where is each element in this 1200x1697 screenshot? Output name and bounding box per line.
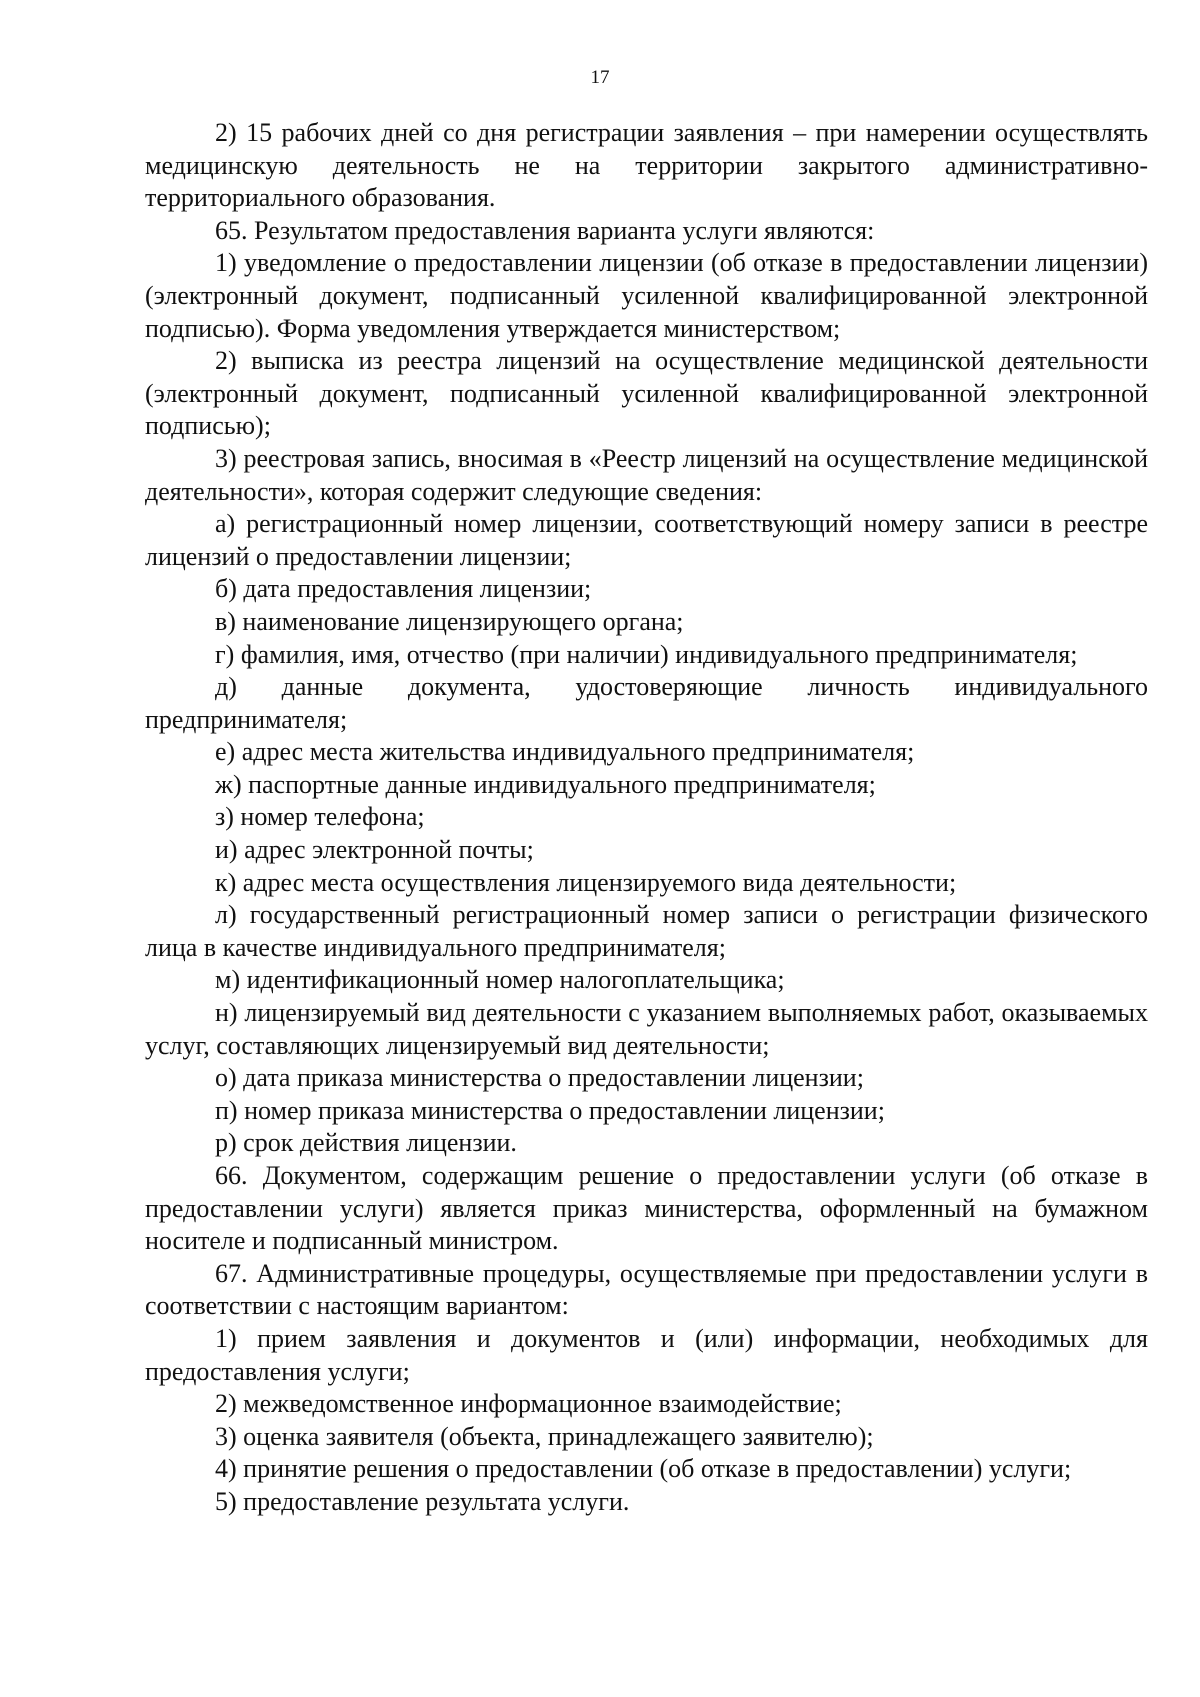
paragraph-67-item-4: 4) принятие решения о предоставлении (об отказе в предоставлении) услуги; (215, 1454, 1072, 1484)
paragraph-67-item-3: 3) оценка заявителя (объекта, принадлежащего заявителю); (215, 1421, 874, 1451)
registry-field-a: а) регистрационный номер лицензии, соответствующий номеру записи в реестре лицензий о предоставлении лицензии; (145, 509, 1148, 571)
paragraph-65-item-1: 1) уведомление о предоставлении лицензии (об отказе в предоставлении лицензии) (электронный документ, подписанный усиленной квалифицированной электронной подписью). Форма уведомления утверждается министерством; (145, 248, 1148, 343)
registry-field-d: д) данные документа, удостоверяющие личность индивидуального предпринимателя; (145, 672, 1148, 734)
paragraph-66: 66. Документом, содержащим решение о предоставлении услуги (об отказе в предоставлении услуги) является приказ министерства, оформленный на бумажном носителе и подписанный министром. (145, 1161, 1148, 1256)
registry-field-l: л) государственный регистрационный номер записи о регистрации физического лица в качестве индивидуального предпринимателя; (145, 900, 1148, 962)
page-number: 17 (590, 67, 610, 88)
registry-field-g: г) фамилия, имя, отчество (при наличии) индивидуального предпринимателя; (215, 639, 1078, 669)
paragraph-67-item-1: 1) прием заявления и документов и (или) информации, необходимых для предоставления услуги; (145, 1323, 1148, 1386)
paragraph-67-heading: 67. Административные процедуры, осуществляемые при предоставлении услуги в соответствии с настоящим вариантом: (145, 1258, 1148, 1321)
registry-field-m: м) идентификационный номер налогоплательщика; (215, 965, 785, 995)
paragraph-item-2-deadline: 2) 15 рабочих дней со дня регистрации заявления – при намерении осуществлять медицинскую деятельность не на территории закрытого административно-территориального образования. (145, 118, 1148, 213)
registry-field-e: е) адрес места жительства индивидуального предпринимателя; (215, 737, 915, 767)
paragraph-67-item-5: 5) предоставление результата услуги. (215, 1486, 630, 1516)
paragraph-65-heading: 65. Результатом предоставления варианта услуги являются: (215, 215, 875, 245)
registry-field-zh: ж) паспортные данные индивидуального предпринимателя; (215, 769, 876, 799)
registry-field-k: к) адрес места осуществления лицензируемого вида деятельности; (215, 867, 957, 897)
paragraph-65-item-3: 3) реестровая запись, вносимая в «Реестр лицензий на осуществление медицинской деятельности», которая содержит следующие сведения: (145, 443, 1148, 506)
registry-field-i: и) адрес электронной почты; (215, 835, 534, 865)
registry-field-z: з) номер телефона; (215, 802, 425, 832)
registry-field-n: н) лицензируемый вид деятельности с указанием выполняемых работ, оказываемых услуг, составляющих лицензируемый вид деятельности; (145, 998, 1148, 1060)
registry-field-o: о) дата приказа министерства о предоставлении лицензии; (215, 1063, 864, 1093)
paragraph-67-item-2: 2) межведомственное информационное взаимодействие; (215, 1389, 842, 1419)
registry-field-r: р) срок действия лицензии. (215, 1128, 517, 1158)
registry-field-v: в) наименование лицензирующего органа; (215, 606, 684, 636)
registry-field-p: п) номер приказа министерства о предоставлении лицензии; (215, 1095, 885, 1125)
paragraph-65-item-2: 2) выписка из реестра лицензий на осуществление медицинской деятельности (электронный документ, подписанный усиленной квалифицированной электронной подписью); (145, 346, 1148, 441)
registry-field-b: б) дата предоставления лицензии; (215, 574, 592, 604)
document-body (145, 117, 1148, 1519)
